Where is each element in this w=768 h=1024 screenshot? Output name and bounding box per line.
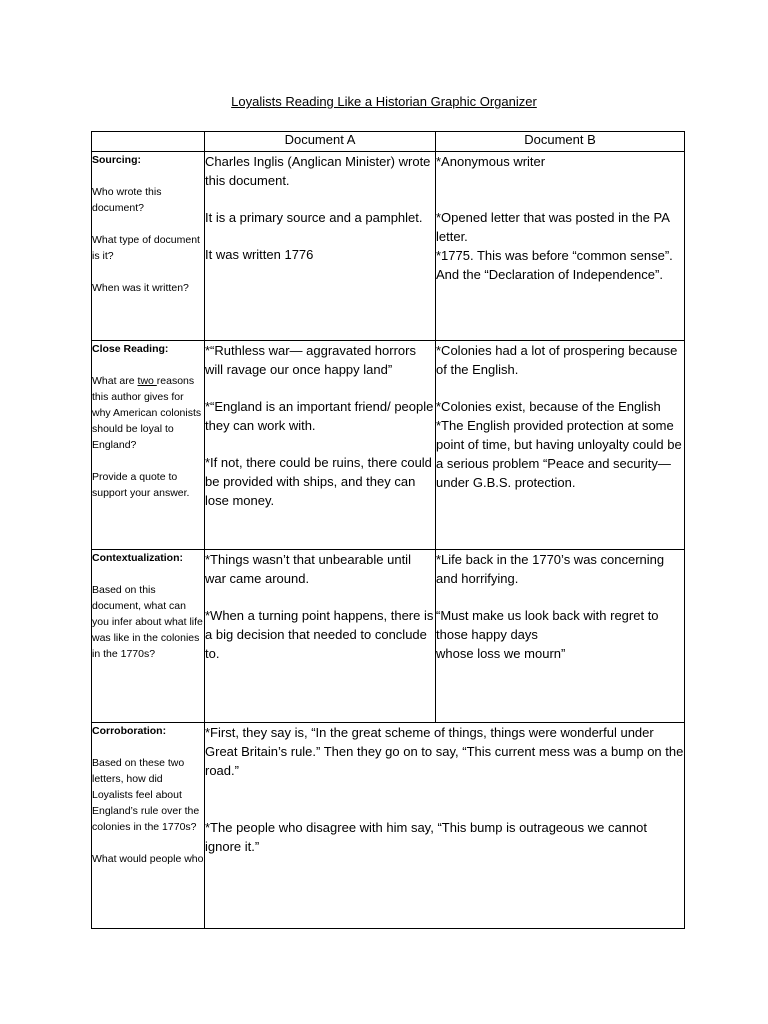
cell-close-reading-doc-a [205, 341, 436, 550]
row-title: Corroboration: [92, 725, 167, 737]
question: Based on these two letters, how did Loyalists feel about England’s rule over the colonies in the 1770s? [92, 757, 200, 833]
row-title: Contextualization: [92, 552, 183, 564]
question: Provide a quote to support your answer. [92, 471, 190, 499]
cell-sourcing-doc-a [205, 152, 436, 341]
cell-close-reading-doc-b [436, 341, 685, 550]
answer-text: Charles Inglis (Anglican Minister) wrote this document. [205, 154, 431, 188]
question: What type of document is it? [92, 234, 200, 262]
header-document-b: Document B [436, 132, 685, 152]
header-row [92, 132, 685, 152]
cell-contextualization-doc-b [436, 550, 685, 723]
answer-text: *Opened letter that was posted in the PA letter. [436, 210, 670, 244]
answer-text: *“Ruthless war— aggravated horrors will ravage our once happy land” [205, 343, 416, 377]
answer-text: *If not, there could be ruins, there could be provided with ships, and they can lose money. [205, 455, 432, 508]
question: What are two reasons this author gives for why American colonists should be loyal to England? [92, 375, 202, 451]
answer-text: *“England is an important friend/ people they can work with. [205, 399, 434, 433]
row-sourcing [92, 152, 685, 341]
answer-text: whose loss we mourn” [436, 646, 566, 661]
answer-text: It is a primary source and a pamphlet. [205, 210, 423, 225]
answer-text: *Life back in the 1770’s was concerning and horrifying. [436, 552, 665, 586]
question: Based on this document, what can you infer about what life was like in the colonies in the 1770s? [92, 584, 203, 660]
answer-text: “Must make us look back with regret to those happy days [436, 608, 659, 642]
row-title: Close Reading: [92, 343, 169, 355]
answer-text: *Anonymous writer [436, 154, 546, 169]
cell-sourcing-doc-b [436, 152, 685, 341]
answer-text: *1775. This was before “common sense”. And the “Declaration of Independence”. [436, 248, 673, 282]
label-contextualization [92, 550, 205, 723]
header-document-a: Document A [205, 132, 436, 152]
row-contextualization [92, 550, 685, 723]
header-empty [92, 132, 205, 152]
graphic-organizer-table [91, 131, 685, 929]
question: When was it written? [92, 282, 189, 294]
row-close-reading [92, 341, 685, 550]
label-sourcing [92, 152, 205, 341]
page-title: Loyalists Reading Like a Historian Graphic Organizer [231, 94, 537, 109]
cell-corroboration-merged [205, 723, 685, 929]
row-corroboration [92, 723, 685, 929]
answer-text: *Colonies had a lot of prospering because of the English. [436, 343, 678, 377]
answer-text: *The English provided protection at some point of time, but having unloyalty could be a serious problem “Peace and security—under G.B.S. protection. [436, 418, 682, 490]
cell-contextualization-doc-a [205, 550, 436, 723]
label-close-reading [92, 341, 205, 550]
answer-text: It was written 1776 [205, 247, 314, 262]
question: What would people who [92, 853, 204, 865]
answer-text: *First, they say is, “In the great scheme of things, things were wonderful under Great Britain’s rule.” Then they go on to say, “This current mess was a bump on the road.” [205, 725, 684, 778]
answer-text: *When a turning point happens, there is a big decision that needed to conclude to. [205, 608, 434, 661]
row-title: Sourcing: [92, 154, 141, 166]
answer-text: *Colonies exist, because of the English [436, 399, 661, 414]
question: Who wrote this document? [92, 186, 162, 214]
answer-text: *Things wasn’t that unbearable until war came around. [205, 552, 411, 586]
label-corroboration [92, 723, 205, 929]
answer-text: *The people who disagree with him say, “This bump is outrageous we cannot ignore it.” [205, 820, 647, 854]
